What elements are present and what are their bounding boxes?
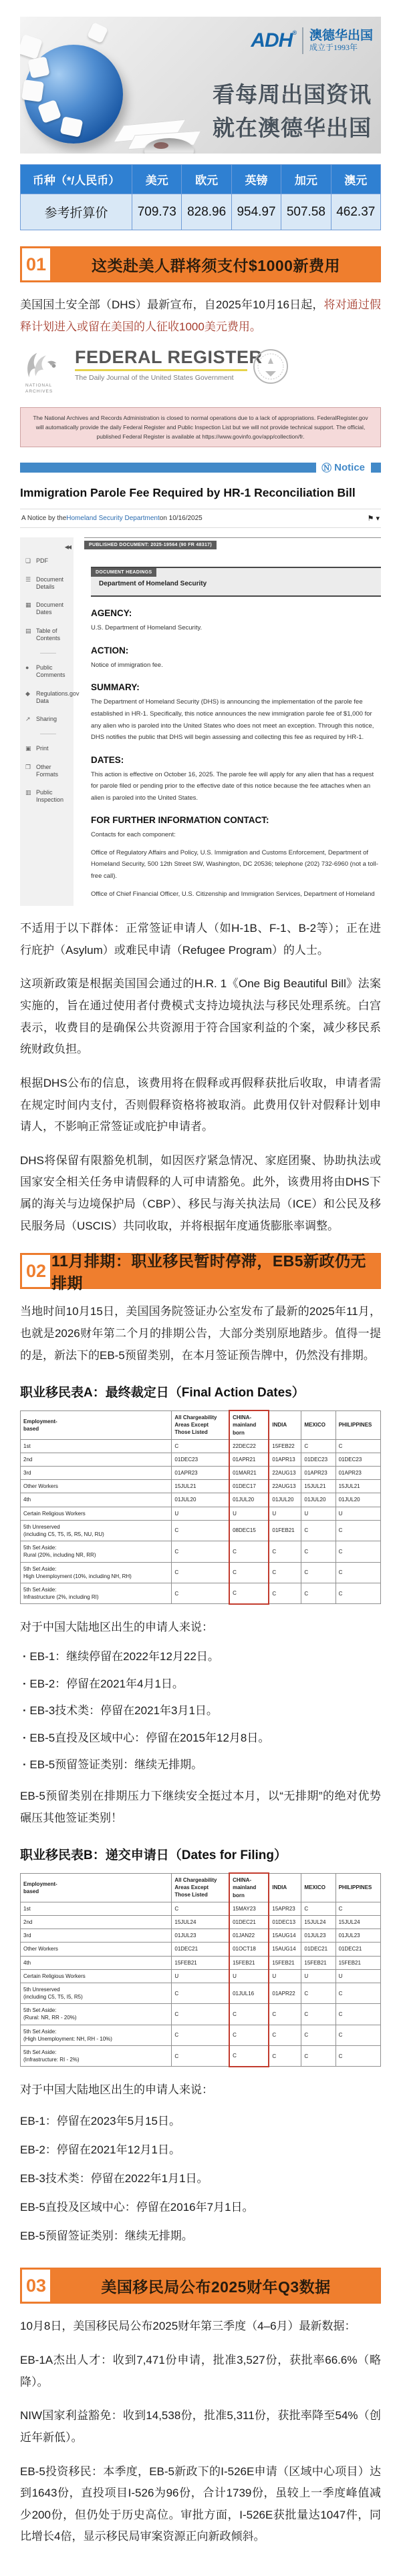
cell: C [172,1439,229,1453]
cell: U [301,1969,336,1983]
cell: 22AUG13 [269,1480,301,1493]
row-header: 4th [21,1493,172,1507]
table-row [21,1983,381,2003]
notice-type-row [20,461,381,475]
cell: C [172,1583,229,1603]
cell: 15AUG14 [269,1929,301,1943]
cell: 01DEC21 [301,1943,336,1956]
table-row [21,1493,381,1507]
cell: C [301,1541,336,1562]
federal-register-title: FEDERAL REGISTER [75,347,263,368]
byline-prefix: A Notice by the [21,515,67,523]
table-header-row [21,1873,381,1902]
article-paragraph: EB-1A杰出人才：收到7,471份申请，批准3,527份，获批率66.6%（略降）。 [20,2354,381,2388]
cell: 01OCT18 [229,1943,269,1956]
cell: C [172,2004,229,2025]
flag-dropdown[interactable] [368,514,380,523]
cell: C [301,2025,336,2045]
row-header: 2nd [21,1915,172,1928]
viewer-main [74,537,381,906]
column-header: Employment- based [21,1873,172,1902]
row-header: 3rd [21,1467,172,1480]
table-row [21,1583,381,1603]
cell: C [336,2046,380,2067]
shutdown-alert-box: The National Archives and Records Administration is closed to normal operations due to a lack of appropriations. FederalRegister.gov will automatically provide the daily Federal Register and Public Inspection List but we will not provide technical support. The official, published Federal Register is available at https://www.govinfo.gov/app/collection/fr. [20,407,381,447]
section-title: 11月排期：职业移民暂时停滞，EB5新政仍无排期 [51,1252,367,1292]
data-node-icon: ◆ [25,690,30,697]
sidebar-label: PDF [36,557,48,565]
sidebar-item-document-details[interactable] [25,576,71,591]
notice-label: Notice [334,462,365,474]
row-header: 5th Set Aside: High Unemployment (10%, including NH, RH) [21,1562,172,1583]
fr-byline [20,509,381,528]
cell: 01APR23 [336,1467,380,1480]
national-archives-label: NATIONAL ARCHIVES [25,383,53,394]
row-header: 1st [21,1439,172,1453]
section-3-header [20,2268,381,2304]
table-row [21,1480,381,1493]
cell: U [336,1969,380,1983]
row-header: 5th Set Aside: (High Unemployment: NH, RH - 10%) [21,2025,172,2045]
cell: C [301,1439,336,1453]
cell: C [336,2004,380,2025]
list-item: · EB-5直投及区域中心：停留在2015年12月8日。 [23,1730,381,1747]
row-header: 1st [21,1902,172,1915]
cell: 01APR21 [229,1453,269,1466]
cell: 15JUL21 [336,1480,380,1493]
contact-paragraph: Office of Chief Financial Officer, U.S. Citizenship and Immigration Services, Department of Homeland [91,890,375,898]
cell: C [301,1520,336,1541]
caret-down-icon: ▾ [376,515,380,523]
row-header: 4th [21,1956,172,1969]
currency-header: 美元 [132,165,182,194]
cell: C [336,1983,380,2003]
agency-text: U.S. Department of Homeland Security. [91,624,203,632]
currency-header-row [21,165,381,194]
action-text: Notice of immigration fee. [91,661,163,669]
currency-header: 加元 [281,165,331,194]
cell: C [301,2046,336,2067]
row-header: Certain Religious Workers [21,1507,172,1520]
table-row [21,1902,381,1915]
column-header: MEXICO [301,1410,336,1439]
row-header: 3rd [21,1929,172,1943]
published-document-chip: PUBLISHED DOCUMENT: 2025-19564 (90 FR 48317) [84,541,217,549]
currency-header: 澳元 [331,165,380,194]
cell: C [229,1583,269,1603]
department-name: Department of Homeland Security [99,580,207,588]
list-line: EB-5预留签证类别：继续无排期。 [20,2230,193,2243]
cell: 15FEB21 [269,1956,301,1969]
dates-label: DATES: [91,754,124,765]
notice-bar [20,463,316,473]
row-header: Other Workers [21,1480,172,1493]
cell: 01DEC13 [269,1915,301,1928]
yellow-rule [75,369,247,371]
banner-tagline [213,78,372,144]
sidebar-label: Table of Contents [36,627,61,641]
brand-since: 成立于1993年 [309,43,358,53]
cell: 15JUL24 [301,1915,336,1928]
table-header-row [21,1410,381,1439]
currency-row-label: 参考折算价 [21,194,132,230]
cell: 01JUL23 [336,1929,380,1943]
list-item: · EB-3技术类：停留在2021年3月1日。 [23,1702,381,1720]
currency-value: 709.73 [132,194,182,230]
article-paragraph: 不适用于以下群体：正常签证申请人（如H-1B、F-1、B-2等）；正在进行庇护（Asylum）或难民申请（Refugee Program）的人士。 [20,922,381,957]
byline-suffix: on 10/16/2025 [159,515,203,523]
section-2-header [20,1252,381,1292]
list-item: · EB-5预留签证类别：继续无排期。 [23,1756,381,1774]
summary-label: SUMMARY: [91,682,140,693]
cell: 15MAY23 [229,1902,269,1915]
row-header: Other Workers [21,1943,172,1956]
table-a-title: 职业移民表A：最终裁定日（Final Action Dates） [20,1386,305,1400]
cell: C [301,2004,336,2025]
currency-value: 507.58 [281,194,331,230]
china-dates-lines [0,2112,401,2246]
section-title: 这类赴美人群将须支付$1000新费用 [92,256,340,274]
cell: C [229,1541,269,1562]
cell: C [269,1562,301,1583]
cell: 15JUL24 [336,1915,380,1928]
cell: 01JUL20 [301,1493,336,1507]
cell: 15JUL21 [301,1480,336,1493]
cell: C [336,1902,380,1915]
cell: 01JUL16 [229,1983,269,2003]
table-row [21,1467,381,1480]
list-line: EB-2：停留在2021年12月1日。 [20,2143,180,2156]
section-number: 03 [22,2270,50,2302]
cell: C [269,2004,301,2025]
column-header: INDIA [269,1873,301,1902]
cell: C [336,1562,380,1583]
cell: U [229,1969,269,1983]
pdf-icon: ❏ [25,557,31,565]
table-b-title: 职业移民表B：递交申请日（Dates for Filing） [20,1848,287,1863]
cell: 01FEB21 [269,1520,301,1541]
cell: C [229,2004,269,2025]
cell: C [172,1902,229,1915]
cell: C [269,2046,301,2067]
cell: 01DEC21 [229,1915,269,1928]
visa-bulletin-table-a [20,1410,381,1605]
article-paragraph: EB-5投资移民：本季度，EB-5新政下的I-526E申请（区域中心项目）达到1643份，直投项目I-526为96份，合计1739份，虽较上一季度峰值减少200份，但仍处于历史高位。审批方面，I-526E获批量达1047件，同比增长4倍，显示移民局审案资源正向新政倾斜。 [20,2465,381,2543]
sidebar-label: Public Inspection [36,789,64,804]
document-headings-box [91,567,381,597]
toc-icon: ▤ [25,627,31,634]
sidebar-item-other-formats[interactable] [25,764,71,779]
document-headings-chip: DOCUMENT HEADINGS [91,568,156,577]
column-header: Employment- based [21,1410,172,1439]
table-row [21,1969,381,1983]
column-header: CHINA- mainland born [229,1410,269,1439]
sidebar-item-public-inspection[interactable] [25,789,71,804]
article-paragraph: DHS将保留有限豁免机制，如因医疗紧急情况、家庭团聚、协助执法或国家安全相关任务申请假释的人可申请豁免。此外，该费用将由DHS下属的海关与边境保护局（CBP）、移民与海关执法局（ICE）和公民及移民服务局（USCIS）共同收取，并将根据年度通货膨胀率调整。 [20,1153,381,1232]
sidebar-item-regulations-data[interactable] [25,690,80,706]
cell: C [336,1541,380,1562]
column-header: PHILIPPINES [336,1873,380,1902]
sidebar-item-sharing[interactable] [25,716,71,723]
fr-document-viewer [20,537,381,906]
cell: C [269,1583,301,1603]
cell: 15FEB22 [269,1439,301,1453]
cell: 01DEC17 [229,1480,269,1493]
table-row [21,2046,381,2067]
sidebar-collapse-icon[interactable]: ◀◀ [64,544,70,551]
file-icon: ❐ [25,763,31,770]
sidebar-item-table-of-contents[interactable] [25,627,71,643]
cell: 15JUL21 [172,1480,229,1493]
currency-value: 828.96 [182,194,231,230]
cell: 15FEB21 [301,1956,336,1969]
section-title: 美国移民局公布2025财年Q3数据 [101,2278,331,2296]
row-header: 5th Unreserved (including C5, T5, I5, R5, NU, RU) [21,1520,172,1541]
currency-header: 欧元 [182,165,231,194]
cell: U [172,1969,229,1983]
currency-value: 462.37 [331,194,380,230]
agency-label: AGENCY: [91,608,132,619]
sidebar-label: Document Dates [36,601,64,616]
cell: C [172,1541,229,1562]
tagline-line1: 看每周出国资讯 [213,82,372,107]
puzzle-piece [21,79,44,102]
sidebar-label: Other Formats [36,763,59,778]
registered-mark: ® [292,29,296,36]
fr-document-title: Immigration Parole Fee Required by HR-1 Reconciliation Bill [20,486,356,500]
currency-table [20,164,381,230]
cell: C [269,2025,301,2045]
cell: 01APR13 [269,1453,301,1466]
currency-header: 英镑 [231,165,281,194]
cell: C [172,1520,229,1541]
printer-icon: ▣ [25,745,31,752]
cell: U [269,1507,301,1520]
flag-icon: ⚑ [367,515,374,523]
visa-bulletin-table-b [20,1872,381,2067]
currency-value: 954.97 [231,194,281,230]
federal-register-subtitle: The Daily Journal of the United States Government [75,374,234,382]
cell: U [301,1507,336,1520]
cell: C [172,2046,229,2067]
cell: C [301,1583,336,1603]
cell: U [172,1507,229,1520]
table-row [21,1520,381,1541]
article-paragraph: 当地时间10月15日，美国国务院签证办公室发布了最新的2025年11月，也就是2026财年第二个月的排期公告，大部分类别原地踏步。值得一提的是，新法下的EB-5预留类别，在本月签证预告牌中，仍然没有排期。 [20,1305,381,1362]
puzzle-piece [27,56,49,78]
sidebar-item-document-dates[interactable] [25,601,71,617]
cell: U [269,1969,301,1983]
cell: C [336,2025,380,2045]
currency-header: 币种（*/人民币） [21,165,132,194]
dates-text: This action is effective on October 16, 2025. The parole fee will apply for any alien that has a request for parole filed or pending prior to the effective date of this notice because the fee attaches when an alien is paroled into the United States. [91,770,374,802]
row-header: Certain Religious Workers [21,1969,172,1983]
sidebar-label: Print [36,745,49,752]
list-line: EB-1：停留在2023年5月15日。 [20,2114,180,2127]
cell: 22DEC22 [229,1439,269,1453]
logo-divider [302,27,303,54]
row-header: 5th Set Aside: Infrastructure (2%, including RI) [21,1583,172,1603]
cell: 01DEC23 [301,1453,336,1466]
cell: 15FEB21 [229,1956,269,1969]
row-header: 5th Unreserved (including C5, T5, I5, R5) [21,1983,172,2003]
article-paragraph: NIW国家利益豁免：收到14,538份，批准5,311份，获批率降至54%（创近年新低）。 [20,2409,381,2444]
table-row [21,1541,381,1562]
column-header: PHILIPPINES [336,1410,380,1439]
cell: 01DEC21 [172,1943,229,1956]
paragraph-intro [20,294,381,338]
table-row [21,1929,381,1943]
table-row [21,1943,381,1956]
cell: 01JAN22 [229,1929,269,1943]
byline-agency-link[interactable]: Homeland Security Department [66,515,160,523]
inspection-icon: ▥ [25,789,31,796]
cell: 01APR23 [172,1467,229,1480]
section-number: 02 [22,1255,50,1287]
comment-icon: ● [25,664,29,672]
row-header: 5th Set Aside: Rural (20%, including NR, RR) [21,1541,172,1562]
tagline-line2: 就在澳德华出国 [213,115,372,140]
section-1-header [20,246,381,282]
article-paragraph: 根据DHS公布的信息，该费用将在假释或再假释获批后收取，申请者需在规定时间内支付，否则假释资格将被取消。此费用仅针对假释计划申请人，不影响正常签证或庇护申请者。 [20,1076,381,1133]
table-row [21,1507,381,1520]
notice-circle-icon: Ⓝ [321,463,332,475]
list-item: · EB-2：停留在2021年4月1日。 [23,1676,381,1693]
cell: C [336,1583,380,1603]
notice-square [371,463,381,473]
row-header: 5th Set Aside: (Infrastructure: RI - 2%) [21,2046,172,2067]
document-details-icon: ☰ [25,575,31,583]
cell: 01JUL20 [269,1493,301,1507]
cell: C [301,1902,336,1915]
intro-black-text: 美国国土安全部（DHS）最新宣布，自2025年10月16日起， [20,298,324,311]
contact-paragraph: Office of Regulatory Affairs and Policy, U.S. Immigration and Customs Enforcement, Department of Homeland Security, 500 12th Street SW, Washington, DC 20536; telephone (202) 732-6960 (not a toll-free call). [91,848,378,880]
cell: 15JUL24 [172,1915,229,1928]
cell: C [229,2046,269,2067]
sidebar-label: Sharing [36,716,57,723]
cell: 01JUL23 [172,1929,229,1943]
cell: C [172,1562,229,1583]
cell: C [229,1562,269,1583]
calendar-icon: ▦ [25,601,31,609]
table-row [21,1453,381,1466]
published-document-row [84,537,381,549]
cell: 01DEC23 [336,1453,380,1466]
cell: C [229,2025,269,2045]
sidebar-item-public-comments[interactable] [25,664,71,680]
cell: 15APR23 [269,1902,301,1915]
row-header: 2nd [21,1453,172,1466]
cell: C [301,1562,336,1583]
contact-intro: Contacts for each component: [91,831,176,839]
cell: U [336,1507,380,1520]
cell: 15FEB21 [172,1956,229,1969]
contact-label: FOR FURTHER INFORMATION CONTACT: [91,815,269,826]
federal-register-masthead [20,347,381,401]
table-row [21,1956,381,1969]
sidebar-label: Document Details [36,575,64,590]
sidebar-item-pdf[interactable] [25,557,71,565]
cell: 01MAR21 [229,1467,269,1480]
brand-logo [251,27,373,54]
sidebar-divider [40,653,56,654]
column-header: All Chargeability Areas Except Those Listed [172,1873,229,1902]
cell: 01DEC21 [336,1943,380,1956]
table-row [21,2004,381,2025]
sidebar-label: Regulations.gov Data [36,690,80,704]
header-banner [20,17,381,154]
list-item: · EB-1：继续停留在2022年12月22日。 [23,1648,381,1665]
table-row [21,1439,381,1453]
logo-monogram: ADH® [251,29,296,51]
sidebar-item-print[interactable] [25,745,71,752]
row-header: 5th Set Aside: (Rural: NR, RR - 20%) [21,2004,172,2025]
cell: 01APR23 [301,1467,336,1480]
cell: U [229,1507,269,1520]
cell: 01APR22 [269,1983,301,2003]
currency-value-row [21,194,381,230]
column-header: CHINA- mainland born [229,1873,269,1902]
cell: C [336,1520,380,1541]
cell: 15FEB21 [336,1956,380,1969]
action-label: ACTION: [91,645,129,656]
puzzle-piece [20,34,43,59]
table-row [21,1915,381,1928]
summary-text: The Department of Homeland Security (DHS) is announcing the implementation of the parole fee established in HR-1. Specifically, this notice announces the new immigration parole fee of $1,000 for any alien who is paroled into the United States who does not meet an exception. Through this notice, DHS notifies the public that DHS will begin assessing and collecting this fee as required by HR-1. [91,698,374,742]
sidebar-label: Public Comments [36,664,65,679]
cell: C [172,1983,229,2003]
section-number: 01 [22,248,50,280]
cell: C [336,1439,380,1453]
column-header: MEXICO [301,1873,336,1902]
share-icon: ↗ [25,716,31,723]
list-line: EB-3技术类：停留在2022年1月1日。 [20,2171,209,2185]
national-archives-eagle-logo [24,348,63,383]
column-header: INDIA [269,1410,301,1439]
cell: 01JUL20 [172,1493,229,1507]
cell: 15AUG14 [269,1943,301,1956]
agency-seal [253,348,289,384]
cell: C [172,2025,229,2045]
cell: C [269,1541,301,1562]
cell: 01DEC23 [172,1453,229,1466]
list-line: EB-5直投及区域中心：停留在2016年7月1日。 [20,2201,254,2214]
cell: 01JUL20 [229,1493,269,1507]
cell: 01JUL23 [301,1929,336,1943]
cell: 22AUG13 [269,1467,301,1480]
eb5-note: EB-5预留类别在排期压力下继续安全挺过本月，以“无排期”的绝对优势碾压其他签证类别！ [20,1789,381,1824]
brand-name: 澳德华出国 [309,29,373,43]
article-paragraph: 10月8日，美国移民局公布2025财年第三季度（4–6月）最新数据： [20,2320,356,2333]
intro-red-text: 将对通过假释计划进入或留在美国的人征收1000美元费用。 [20,298,382,333]
cell: 08DEC15 [229,1520,269,1541]
china-dates-list [20,1648,381,1774]
puzzle-piece [87,22,108,43]
table-row [21,2025,381,2045]
column-header: All Chargeability Areas Except Those Listed [172,1410,229,1439]
china-note: 对于中国大陆地区出生的申请人来说： [20,2083,213,2096]
china-note: 对于中国大陆地区出生的申请人来说： [20,1620,213,1633]
table-row [21,1562,381,1583]
viewer-sidebar [20,537,80,906]
cell: C [301,1983,336,2003]
cell: 01JUL20 [336,1493,380,1507]
article-paragraph: 这项新政策是根据美国国会通过的H.R. 1《One Big Beautiful Bill》法案实施的，旨在通过使用者付费模式支持边境执法与移民处理系统。白宫表示，收费目的是确保公共资源用于符合国家利益的个案，减少移民系统财政负担。 [20,977,381,1056]
